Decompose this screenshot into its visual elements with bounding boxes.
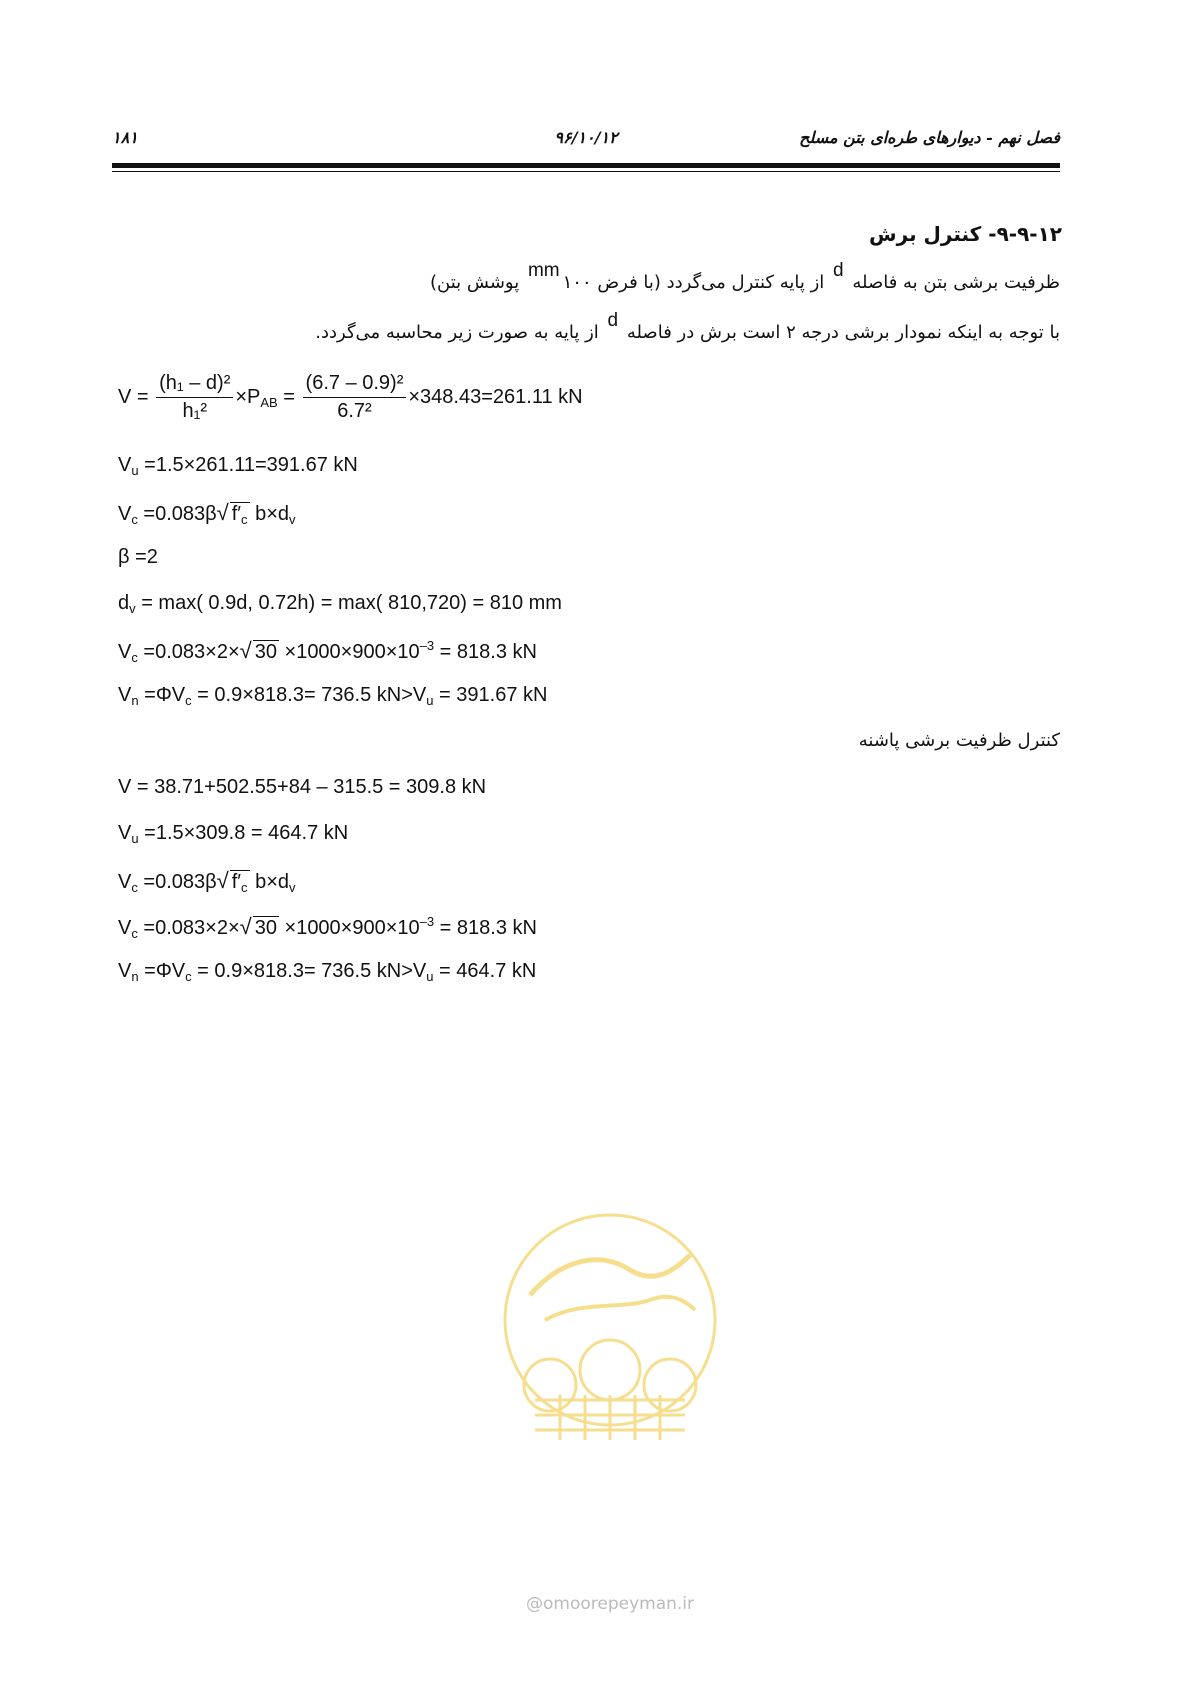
eq-vn-pre: =ΦV (144, 684, 186, 706)
eq1-mid-sub: AB (260, 394, 278, 410)
chapter-title: فصل نهم - دیوارهای طره‌ای بتن مسلح (799, 128, 1060, 147)
eq-heel-vc-formula-root: $f'_c$ (231, 871, 248, 895)
eq-vc-num-result: = 818.3 kN (434, 641, 537, 663)
equation-dv: $d_v = \max$( 0.9d, 0.72h) = max( 810,720) = 810 mm (118, 592, 562, 616)
equation-vn: $V_n =\Phi V_c = 0.9\times 818.3= 736.5$ $kN>V_u = 391.67$ kN (118, 684, 548, 708)
eq-vn-tail: = 391.67 kN (433, 684, 548, 706)
eq1-equals: = (283, 385, 295, 408)
section-title: ۹-۹-۱۲- کنترل برش (869, 222, 1062, 246)
sqrt-icon: √ (239, 638, 252, 663)
para1-text-c: پوشش بتن) (430, 272, 520, 293)
para2-text-a: با توجه به اینکه نمودار برشی درجه ۲ است برش در فاصله (626, 322, 1060, 343)
eq-heel-vc-num-exp: –3 (419, 914, 435, 929)
sqrt-icon: √ (216, 868, 229, 893)
equation-heel-vc-formula: $V_c =0.083\beta√$ $f'_c$ $b\times d_v$ (118, 868, 296, 895)
eq1-denominator-1: h₁² (182, 400, 208, 422)
header-rule-thin (112, 171, 1060, 172)
equation-vu: $V_u =1.5\times 261.11=391.67$ kN (118, 454, 358, 478)
para1-d-symbol: d (833, 260, 844, 281)
eq-heel-vc-num-root: 30 (254, 917, 277, 939)
para1-mm-unit: mm (527, 260, 560, 281)
equation-beta: β =2 (118, 546, 158, 568)
eq-heel-vc-formula-post: b×d (249, 871, 290, 893)
logo-gear-center (580, 1340, 640, 1400)
eq-heel-vc-num-result: = 818.3 kN (434, 917, 537, 939)
sqrt-icon: √ (239, 914, 252, 939)
eq1-denominator-2: 6.7² (337, 400, 372, 422)
equation-vc-numeric: $V_c =0.083\times 2\times√$ $30 \times 1000\times 900\times 10^{-3} = 818.3$ kN (118, 638, 537, 665)
logo-gear-left (524, 1359, 576, 1411)
para1-mm-value: ۱۰۰ (562, 272, 592, 293)
equation-shear-at-d (118, 372, 583, 423)
equation-heel-vc-numeric: $V_c =0.083\times 2\times√$ $30 \times 1000\times 900\times 10^{-3} = 818.3$ kN (118, 914, 537, 941)
equation-heel-vu: $V_u =1.5\times 309.8 = 464.7$ kN (118, 822, 349, 846)
para1-text-b: از پایه کنترل می‌گردد (با فرض (597, 272, 825, 293)
logo-calligraphy-1 (530, 1255, 690, 1295)
para2-text-b: از پایه به صورت زیر محاسبه می‌گردد. (315, 322, 599, 343)
eq1-tail: ×348.43=261.11 kN (408, 385, 583, 408)
sqrt-icon: √ (216, 500, 229, 525)
header-rule-thick (112, 163, 1060, 168)
equation-heel-v: V = 38.71+502.55+84 – 315.5 = 309.8 kN (118, 776, 487, 798)
eq1-mid: ×P (235, 385, 261, 408)
eq-heel-vn-mid: = 0.9×818.3= 736.5 kN>V (191, 960, 427, 982)
eq-heel-vu-text: =1.5×309.8 = 464.7 kN (144, 822, 349, 844)
eq-vc-num-root: 30 (254, 641, 277, 663)
eq-dv-text: = max( 0.9d, 0.72h) = max( 810,720) = 810 mm (141, 592, 562, 614)
eq1-fraction-2 (303, 372, 407, 423)
at-icon: @ (525, 1594, 543, 1614)
eq-vc-num-post: ×1000×900×10 (278, 641, 420, 663)
equation-vc-formula: $V_c =0.083\beta√$ $f'_c$ $b\times d_v$ (118, 500, 296, 527)
heel-shear-title: کنترل ظرفیت برشی پاشنه (858, 730, 1060, 751)
paragraph-2 (315, 310, 1060, 344)
eq-vu-text: =1.5×261.11=391.67 kN (144, 454, 358, 476)
page-header (112, 128, 1060, 152)
logo-calligraphy-2 (545, 1297, 695, 1320)
eq-heel-vc-formula-pre: =0.083β (143, 871, 217, 893)
watermark-logo (490, 1200, 730, 1450)
eq-vc-num-exp: –3 (419, 638, 435, 653)
eq1-lhs: V = (118, 385, 149, 408)
logo-gear-right (644, 1359, 696, 1411)
eq1-numerator-2: (6.7 – 0.9)² (303, 372, 407, 398)
eq-vc-formula-root: $f'_c$ (231, 503, 248, 527)
eq-heel-vn-pre: =ΦV (144, 960, 186, 982)
eq-vc-num-pre: =0.083×2× (143, 641, 240, 663)
eq-vn-mid: = 0.9×818.3= 736.5 kN>V (191, 684, 427, 706)
paragraph-1 (430, 260, 1060, 294)
watermark-url-text: omoorepeyman.ir (542, 1594, 695, 1614)
para1-text-a: ظرفیت برشی بتن به فاصله (852, 272, 1060, 293)
logo-grid (535, 1395, 685, 1440)
eq-heel-vc-num-pre: =0.083×2× (143, 917, 240, 939)
equation-heel-vn: $V_n =\Phi V_c = 0.9\times 818.3= 736.5$ $kN>V_u = 464.7$ kN (118, 960, 537, 984)
eq-heel-vc-num-post: ×1000×900×10 (278, 917, 420, 939)
eq-vc-formula-post: b×d (249, 503, 290, 525)
eq1-fraction-1 (156, 372, 233, 423)
para2-d-symbol: d (607, 310, 619, 331)
eq-heel-vn-tail: = 464.7 kN (433, 960, 537, 982)
watermark-url (490, 1594, 730, 1614)
header-date: ۹۶/۱۰/۱۲ (554, 128, 618, 147)
page-number: ۱۸۱ (112, 128, 138, 147)
eq1-numerator-1: (h₁ – d)² (156, 372, 233, 398)
eq-vc-formula-pre: =0.083β (143, 503, 217, 525)
logo-outer-ring (505, 1215, 715, 1425)
